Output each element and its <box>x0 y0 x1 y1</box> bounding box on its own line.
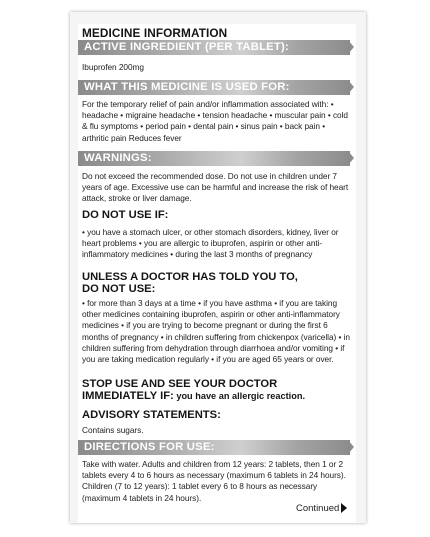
warnings-text: Do not exceed the recommended dose. Do not use in children under 7 years of age. Excessive use can be harmful and increase the risk of heart attack, stroke or liver damage. <box>82 171 349 204</box>
do-not-use-heading: DO NOT USE IF: <box>82 209 169 221</box>
uses-text: For the temporary relief of pain and/or inflammation associated with: • headache • migraine headache • tension headache • muscular pain • cold & flu symptoms • period pain • dental pain • sinus pain • back pain • arthritic pain Reduces fever <box>82 99 348 143</box>
stop-use-heading-line2: IMMEDIATELY IF: <box>82 389 174 402</box>
active-ingredient-heading: ACTIVE INGREDIENT (PER TABLET): <box>84 41 289 53</box>
warnings-heading: WARNINGS: <box>84 152 152 164</box>
stop-use-heading-line1: STOP USE AND SEE YOUR DOCTOR <box>82 378 278 390</box>
bar-notch <box>348 40 354 54</box>
bar-notch <box>348 80 354 94</box>
continued-label: Continued <box>296 503 340 514</box>
page-title: MEDICINE INFORMATION <box>82 26 228 40</box>
directions-heading: DIRECTIONS FOR USE: <box>84 441 215 453</box>
unless-doctor-text: • for more than 3 days at a time • if you have asthma • if you are taking other medicines containing ibuprofen, aspirin or other anti-inflammatory medicines • if you are trying to become pregnant or during the first 6 months of pregnancy • in children suffering from chickenpox (varicella) • in children suffering from dehydration through diarrhoea and/or vomiting • if you are taking medication regularly • if you are aged 65 years or over. <box>82 298 350 365</box>
do-not-use-text: • you have a stomach ulcer, or other stomach disorders, kidney, liver or heart problems • you are allergic to ibuprofen, aspirin or other anti-inflammatory medicines • during the last 3 months of pregnancy <box>82 227 339 260</box>
stop-use-heading-line2-wrap <box>82 391 354 403</box>
stop-use-heading <box>82 379 354 402</box>
bar-notch <box>348 440 354 454</box>
advisory-text: Contains sugars. <box>82 425 144 435</box>
active-ingredient-text: Ibuprofen 200mg <box>82 62 144 72</box>
stop-use-heading-suffix: you have an allergic reaction. <box>173 390 306 401</box>
unless-doctor-heading <box>82 272 354 295</box>
directions-text: Take with water. Adults and children from 12 years: 2 tablets, then 1 or 2 tablets every 4 to 6 hours as necessary (maximum 6 tablets in 24 hours). Children (7 to 12 years): 1 tablet every 6 to 8 hours as necessary (maximum 4 tablets in 24 hours). <box>82 459 346 503</box>
advisory-heading: ADVISORY STATEMENTS: <box>82 409 221 421</box>
bar-notch <box>348 151 354 165</box>
play-triangle-icon <box>341 503 347 513</box>
uses-heading: WHAT THIS MEDICINE IS USED FOR: <box>84 81 290 93</box>
unless-doctor-heading-line1: UNLESS A DOCTOR HAS TOLD YOU TO, <box>82 271 298 283</box>
unless-doctor-heading-line2: DO NOT USE: <box>82 282 156 295</box>
